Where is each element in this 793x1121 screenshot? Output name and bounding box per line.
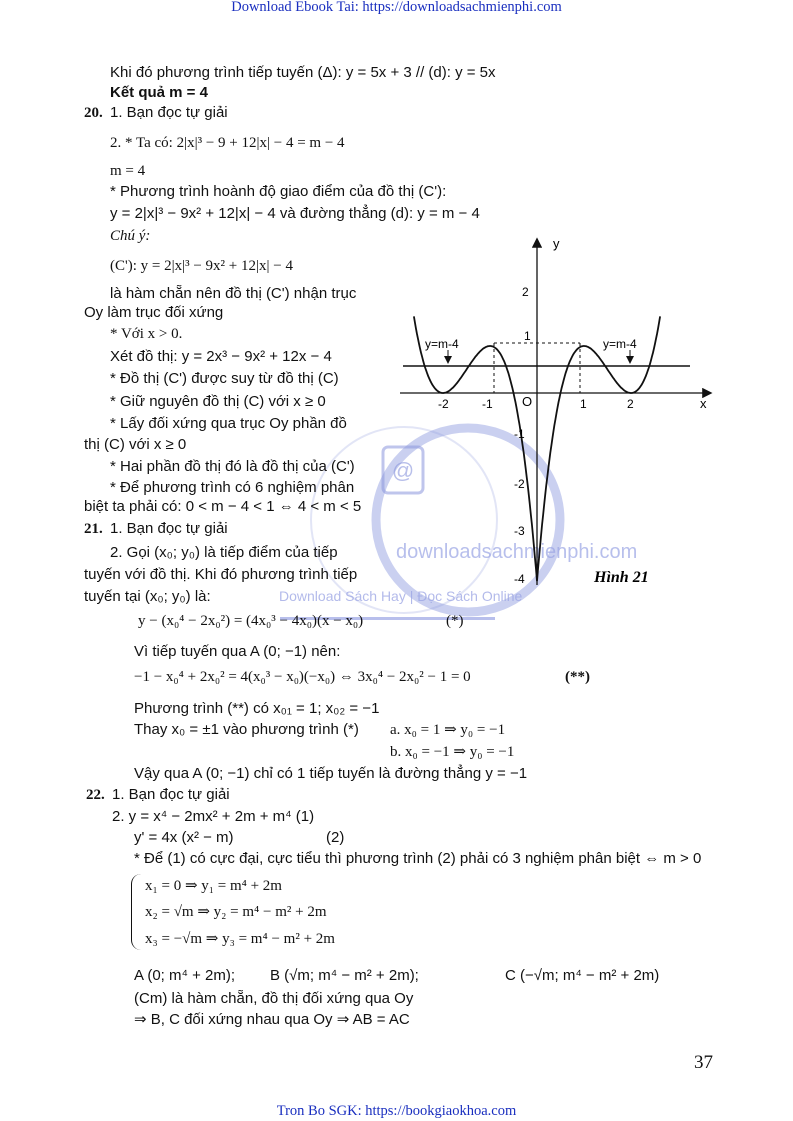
text-line: là hàm chẵn nên đồ thị (C') nhận trục — [110, 285, 357, 302]
text-line: * Giữ nguyên đồ thị (C) với x ≥ 0 — [110, 393, 326, 410]
text-line: 2. y = x⁴ − 2mx² + 2m + m⁴ (1) — [112, 808, 315, 825]
y-tick-label: -1 — [514, 427, 525, 441]
equation-tag: (2) — [326, 829, 345, 846]
text-line: y' = 4x (x² − m) — [134, 829, 234, 846]
equation: −1 − x₀⁴ + 2x₀² = 4(x₀³ − x₀)(−x₀) ⇔ 3x₀⁴ − 2x₀² − 1 = 0 — [134, 669, 471, 685]
text-line: C (−√m; m⁴ − m² + 2m) — [505, 967, 660, 984]
x-tick-label: 1 — [580, 397, 587, 411]
line-label-right: y=m-4 — [603, 337, 637, 351]
text-line: (Cm) là hàm chẵn, đồ thị đối xứng qua Oy — [134, 990, 414, 1007]
y-axis-label: y — [553, 236, 560, 251]
header-download-link[interactable]: Download Ebook Tai: https://downloadsachmienphi.com — [231, 0, 562, 15]
note-label: Chú ý: — [110, 228, 151, 244]
text-line: * Để (1) có cực đại, cực tiểu thì phương trình (2) phải có 3 nghiệm phân biệt ⇔ m > 0 — [134, 850, 702, 867]
y-tick-label: 2 — [522, 285, 529, 299]
section-number: 20. — [84, 105, 103, 121]
equation: y − (x₀⁴ − 2x₀²) = (4x₀³ − 4x₀)(x − x₀) — [138, 613, 364, 629]
text-line: 1. Bạn đọc tự giải — [110, 520, 228, 537]
text-line: Xét đồ thị: y = 2x³ − 9x² + 12x − 4 — [110, 348, 332, 365]
text-line: Khi đó phương trình tiếp tuyến (Δ): y = 5x + 3 // (d): y = 5x — [110, 64, 496, 81]
equation-tag: (*) — [446, 613, 464, 629]
text-line: * Phương trình hoành độ giao điểm của đồ thị (C'): — [110, 183, 447, 200]
text-line: Phương trình (**) có x₀₁ = 1; x₀₂ = −1 — [134, 700, 380, 717]
text-line: 1. Bạn đọc tự giải — [110, 104, 228, 121]
text-line: Vậy qua A (0; −1) chỉ có 1 tiếp tuyến là đường thẳng y = −1 — [134, 765, 528, 782]
text-line: Oy làm trục đối xứng — [84, 304, 224, 321]
text-line: x₂ = √m ⇒ y₂ = m⁴ − m² + 2m — [145, 904, 327, 920]
text-line: tuyến với đồ thị. Khi đó phương trình tiếp — [84, 566, 358, 583]
y-tick-label: 1 — [524, 329, 531, 343]
text-line: * Hai phần đồ thị đó là đồ thị của (C') — [110, 458, 355, 475]
text-line: x₃ = −√m ⇒ y₃ = m⁴ − m² + 2m — [145, 931, 335, 947]
y-tick-label: -3 — [514, 524, 525, 538]
text-line: Thay x₀ = ±1 vào phương trình (*) — [134, 721, 359, 738]
text-line: 1. Bạn đọc tự giải — [112, 786, 230, 803]
text-line: * Đồ thị (C') được suy từ đồ thị (C) — [110, 370, 339, 387]
text-line: x₁ = 0 ⇒ y₁ = m⁴ + 2m — [145, 878, 282, 894]
text-line: Vì tiếp tuyến qua A (0; −1) nên: — [134, 643, 341, 660]
text-line: m = 4 — [110, 163, 146, 179]
text-line: Kết quả m = 4 — [110, 84, 208, 101]
x-tick-label: 2 — [627, 397, 634, 411]
line-label-left: y=m-4 — [425, 337, 459, 351]
text-line: 2. * Ta có: 2|x|³ − 9 + 12|x| − 4 = m − 4 — [110, 135, 345, 151]
watermark-url: downloadsachmienphi.com — [396, 541, 638, 563]
figure-caption: Hình 21 — [594, 569, 649, 586]
x-tick-label: -2 — [438, 397, 449, 411]
y-tick-label: -2 — [514, 477, 525, 491]
equation-tag: (**) — [565, 669, 590, 685]
text-line: b. x₀ = −1 ⇒ y₀ = −1 — [390, 744, 515, 760]
text-line: A (0; m⁴ + 2m); — [134, 967, 236, 984]
text-line: tuyến tại (x₀; y₀) là: — [84, 588, 211, 605]
footer-download-link[interactable]: Tron Bo SGK: https://bookgiaokhoa.com — [276, 1103, 517, 1119]
text-line: * Lấy đối xứng qua trục Oy phần đồ — [110, 415, 347, 432]
text-line: a. x₀ = 1 ⇒ y₀ = −1 — [390, 722, 506, 738]
text-line: 2. Gọi (x₀; y₀) là tiếp điểm của tiếp — [110, 544, 338, 561]
text-line: thị (C) với x ≥ 0 — [84, 436, 187, 453]
text-line: * Với x > 0. — [110, 326, 183, 342]
section-number: 22. — [86, 787, 105, 803]
text-line: (C'): y = 2|x|³ − 9x² + 12|x| − 4 — [110, 258, 293, 274]
text-line: ⇒ B, C đối xứng nhau qua Oy ⇒ AB = AC — [134, 1011, 410, 1028]
y-tick-label: -4 — [514, 572, 525, 586]
svg-text:@: @ — [391, 458, 415, 483]
text-line: * Để phương trình có 6 nghiệm phân — [110, 479, 355, 496]
x-tick-label: -1 — [482, 397, 493, 411]
section-number: 21. — [84, 521, 103, 537]
x-axis-label: x — [700, 396, 707, 411]
text-line: B (√m; m⁴ − m² + 2m); — [270, 967, 419, 984]
text-line: y = 2|x|³ − 9x² + 12|x| − 4 và đường thẳng (d): y = m − 4 — [110, 205, 480, 222]
origin-label: O — [522, 394, 533, 409]
page-number: 37 — [694, 1052, 713, 1073]
text-line: biệt ta phải có: 0 < m − 4 < 1 ⇔ 4 < m < 5 — [84, 498, 362, 515]
watermark-tagline: Download Sách Hay | Đọc Sách Online — [279, 588, 523, 604]
